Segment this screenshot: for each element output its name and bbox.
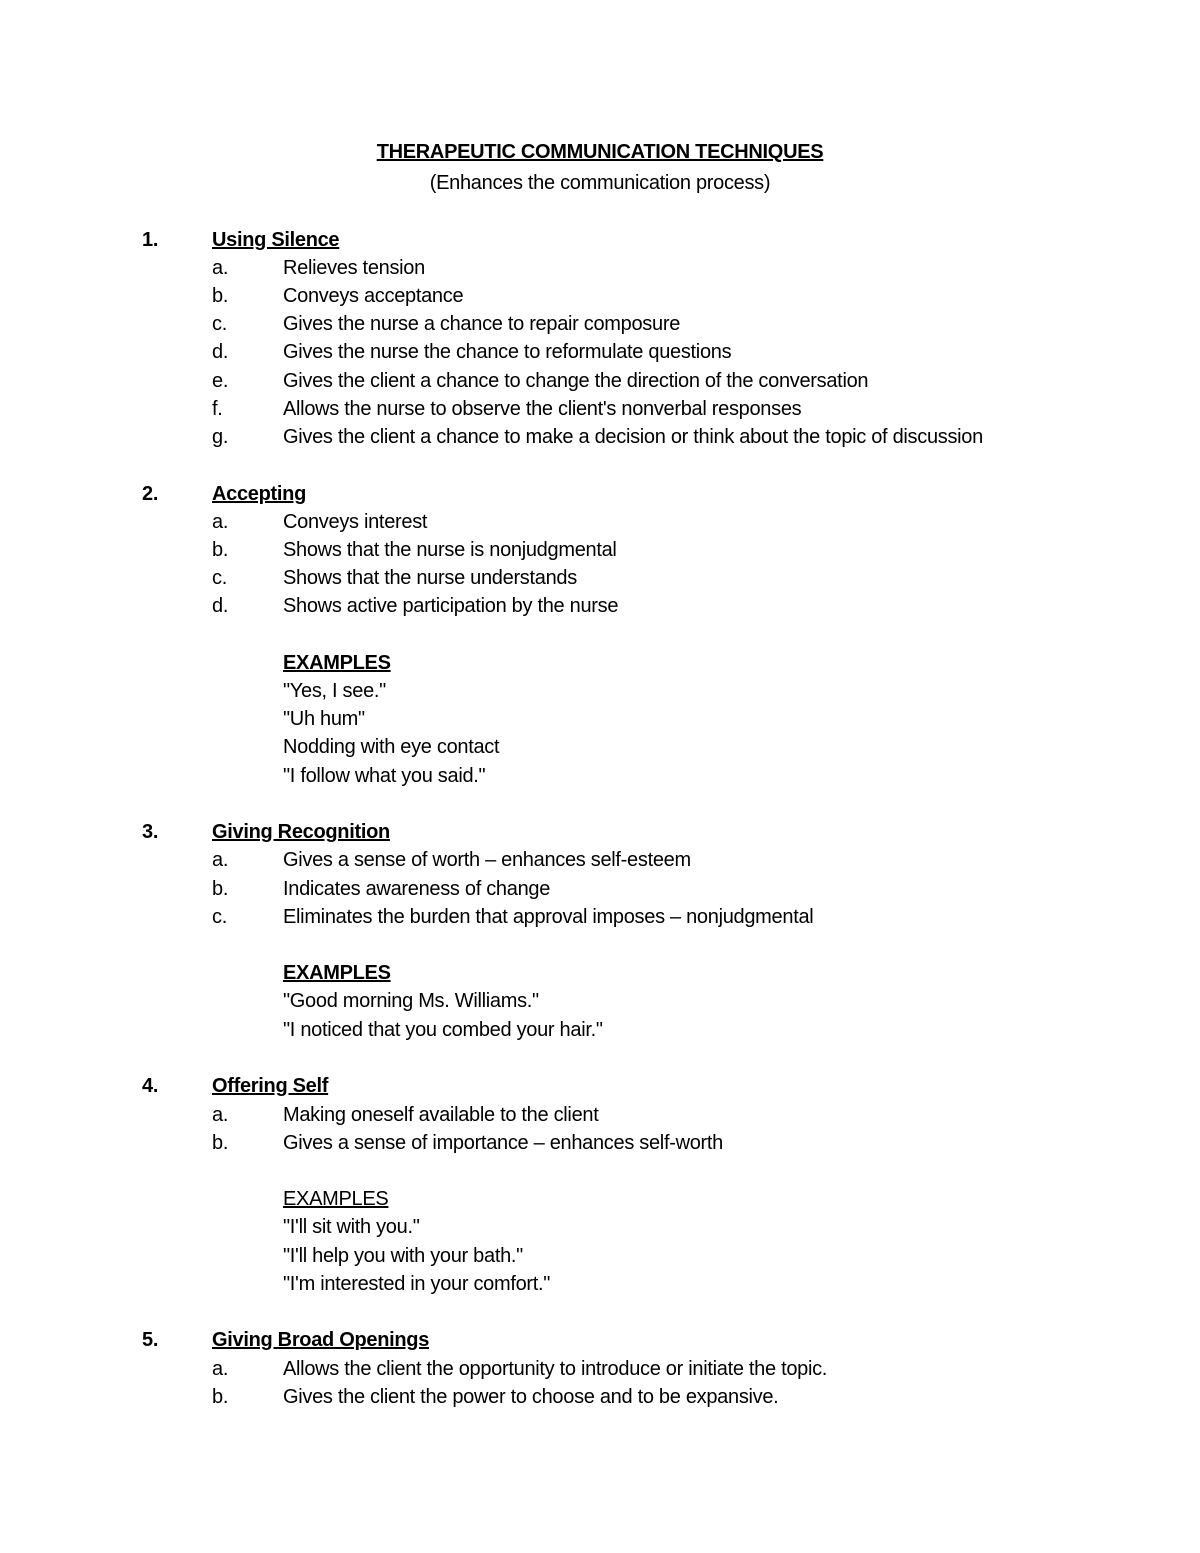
example-item: "Good morning Ms. Williams." [283,990,539,1012]
item-letter: d. [212,341,229,363]
list-item: Gives the client the power to choose and to be expansive. [283,1386,779,1408]
item-letter: d. [212,595,229,617]
item-letter: a. [212,257,229,279]
item-letter: b. [212,285,229,307]
item-letter: g. [212,426,229,448]
list-item: Indicates awareness of change [283,878,551,900]
list-item: Making oneself available to the client [283,1104,599,1126]
item-letter: a. [212,511,229,533]
section-number: 5. [142,1329,159,1351]
list-item: Gives the nurse the chance to reformulate questions [283,341,732,363]
list-item: Gives a sense of worth – enhances self-esteem [283,849,691,871]
example-item: "I noticed that you combed your hair." [283,1019,603,1041]
item-letter: b. [212,878,229,900]
list-item: Eliminates the burden that approval imposes – nonjudgmental [283,906,814,928]
item-letter: f. [212,398,223,420]
example-item: "I'll help you with your bath." [283,1245,523,1267]
examples-heading: EXAMPLES [283,1188,389,1210]
example-item: "I'm interested in your comfort." [283,1273,551,1295]
section-number: 2. [142,483,159,505]
list-item: Conveys interest [283,511,428,533]
item-letter: a. [212,1104,229,1126]
list-item: Gives the nurse a chance to repair composure [283,313,681,335]
list-item: Conveys acceptance [283,285,464,307]
item-letter: c. [212,567,227,589]
examples-heading: EXAMPLES [283,962,391,984]
section-heading: Using Silence [212,229,340,251]
item-letter: a. [212,1358,229,1380]
examples-heading: EXAMPLES [283,652,391,674]
section-number: 4. [142,1075,159,1097]
item-letter: e. [212,370,229,392]
item-letter: a. [212,849,229,871]
item-letter: c. [212,906,227,928]
list-item: Shows that the nurse is nonjudgmental [283,539,617,561]
section-heading: Giving Recognition [212,821,390,843]
example-item: "Uh hum" [283,708,365,730]
list-item: Shows that the nurse understands [283,567,577,589]
example-item: Nodding with eye contact [283,736,500,758]
list-item: Relieves tension [283,257,425,279]
list-item: Allows the nurse to observe the client's nonverbal responses [283,398,802,420]
section-heading: Giving Broad Openings [212,1329,430,1351]
item-letter: c. [212,313,227,335]
list-item: Allows the client the opportunity to introduce or initiate the topic. [283,1358,828,1380]
section-heading: Offering Self [212,1075,329,1097]
section-number: 1. [142,229,159,251]
example-item: "Yes, I see." [283,680,386,702]
document-subtitle: (Enhances the communication process) [429,172,771,194]
item-letter: b. [212,1132,229,1154]
example-item: "I follow what you said." [283,765,486,787]
item-letter: b. [212,539,229,561]
example-item: "I'll sit with you." [283,1216,420,1238]
document-title: THERAPEUTIC COMMUNICATION TECHNIQUES [376,141,824,163]
list-item: Gives the client a chance to change the direction of the conversation [283,370,869,392]
list-item: Gives a sense of importance – enhances self-worth [283,1132,723,1154]
section-heading: Accepting [212,483,306,505]
item-letter: b. [212,1386,229,1408]
list-item: Shows active participation by the nurse [283,595,619,617]
section-number: 3. [142,821,159,843]
list-item: Gives the client a chance to make a decision or think about the topic of discussion [283,426,983,448]
